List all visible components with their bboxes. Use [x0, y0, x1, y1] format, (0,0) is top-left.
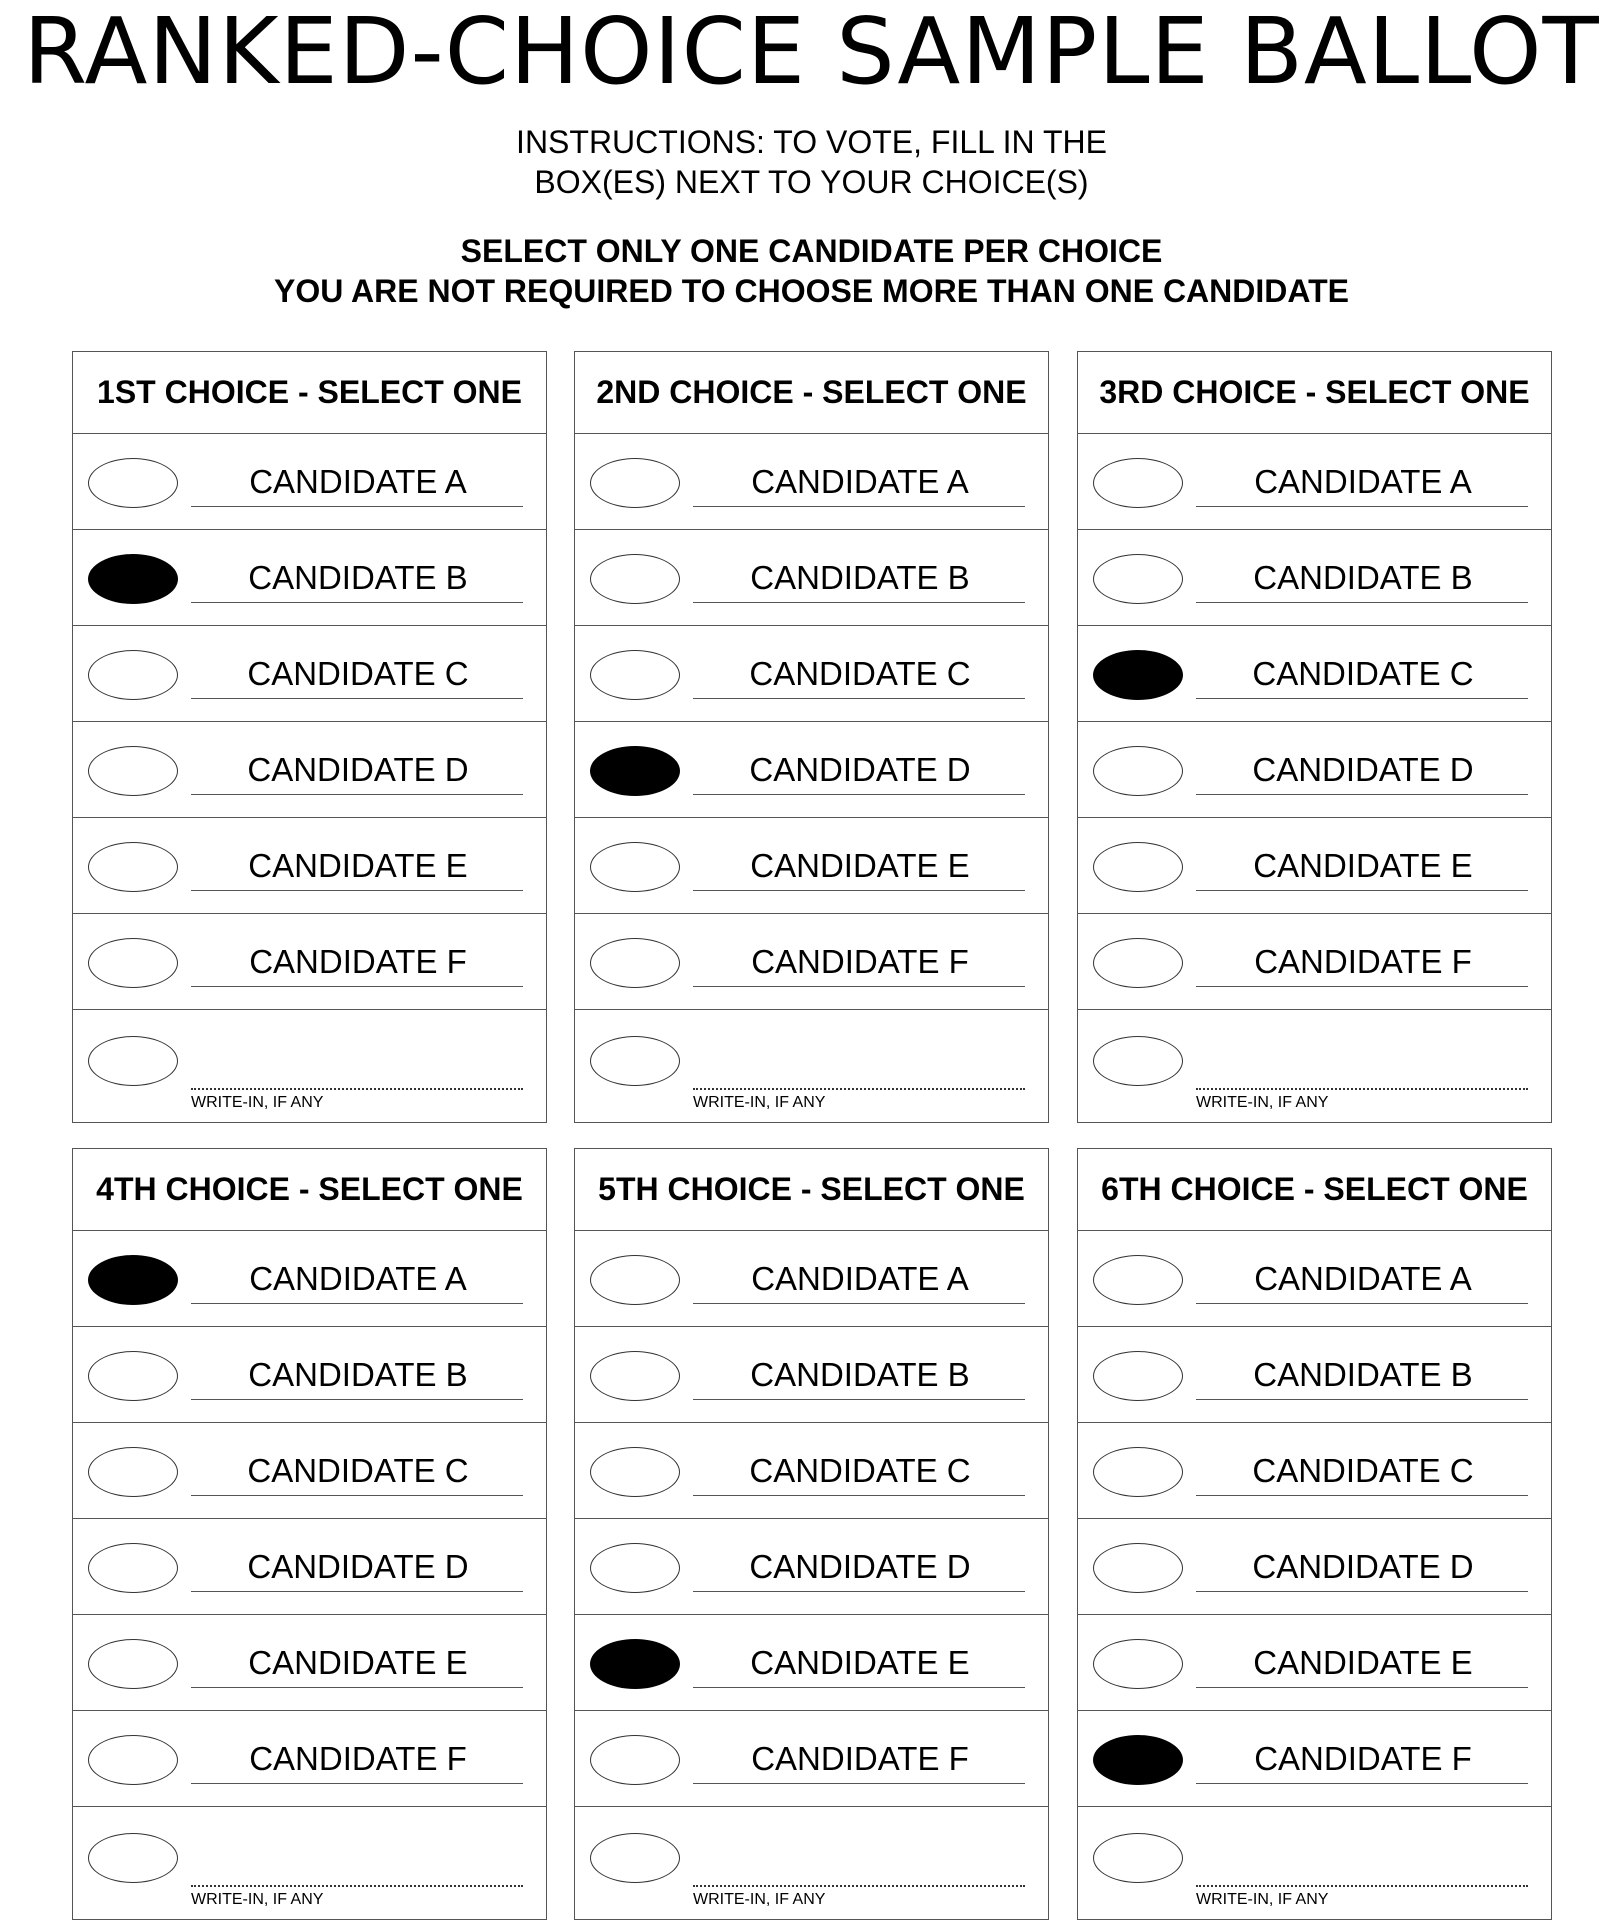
filled-oval[interactable] — [88, 1255, 178, 1305]
empty-oval[interactable] — [590, 1735, 680, 1785]
candidate-label: CANDIDATE A — [249, 1260, 467, 1297]
candidate-underline — [191, 1495, 523, 1496]
candidate-underline — [693, 890, 1025, 891]
candidate-row — [73, 1423, 546, 1519]
candidate-underline — [693, 1591, 1025, 1592]
candidate-row — [1078, 818, 1551, 914]
candidate-row — [1078, 1519, 1551, 1615]
candidate-underline — [693, 1399, 1025, 1400]
candidate-underline — [191, 1687, 523, 1688]
candidate-label: CANDIDATE B — [750, 559, 970, 596]
candidate-row — [73, 1519, 546, 1615]
candidate-underline — [191, 1783, 523, 1784]
writein-oval[interactable] — [590, 1036, 680, 1086]
candidate-label: CANDIDATE D — [247, 751, 469, 788]
empty-oval[interactable] — [1093, 458, 1183, 508]
candidate-underline — [191, 890, 523, 891]
empty-oval[interactable] — [88, 938, 178, 988]
filled-oval[interactable] — [1093, 650, 1183, 700]
writein-field[interactable] — [1196, 1088, 1528, 1090]
filled-oval[interactable] — [1093, 1735, 1183, 1785]
filled-oval[interactable] — [590, 746, 680, 796]
candidate-row — [575, 434, 1048, 530]
candidate-underline — [693, 794, 1025, 795]
candidate-underline — [1196, 506, 1528, 507]
candidate-label: CANDIDATE F — [751, 1740, 969, 1777]
candidate-underline — [1196, 1687, 1528, 1688]
writein-caption: WRITE-IN, IF ANY — [693, 1094, 826, 1111]
candidate-underline — [191, 986, 523, 987]
empty-oval[interactable] — [1093, 746, 1183, 796]
empty-oval[interactable] — [590, 1543, 680, 1593]
choice-panel-3 — [1077, 351, 1552, 1123]
writein-oval[interactable] — [1093, 1036, 1183, 1086]
writein-caption: WRITE-IN, IF ANY — [1196, 1094, 1329, 1111]
filled-oval[interactable] — [88, 554, 178, 604]
candidate-underline — [1196, 698, 1528, 699]
choice-header: 5TH CHOICE - SELECT ONE — [575, 1149, 1048, 1231]
writein-field[interactable] — [191, 1088, 523, 1090]
candidate-label: CANDIDATE F — [751, 943, 969, 980]
writein-oval[interactable] — [88, 1036, 178, 1086]
candidate-row — [73, 722, 546, 818]
candidate-label: CANDIDATE E — [248, 1644, 468, 1681]
writein-row — [1078, 1010, 1551, 1122]
candidate-row — [73, 1327, 546, 1423]
candidate-label: CANDIDATE D — [749, 751, 971, 788]
candidate-label: CANDIDATE E — [750, 1644, 970, 1681]
candidate-label: CANDIDATE E — [1253, 847, 1473, 884]
candidate-underline — [693, 986, 1025, 987]
empty-oval[interactable] — [1093, 554, 1183, 604]
candidate-row — [1078, 1615, 1551, 1711]
candidate-underline — [191, 1591, 523, 1592]
candidate-underline — [693, 506, 1025, 507]
candidate-label: CANDIDATE A — [751, 463, 969, 500]
candidate-underline — [191, 698, 523, 699]
candidate-row — [575, 1711, 1048, 1807]
candidate-row — [575, 1423, 1048, 1519]
writein-caption: WRITE-IN, IF ANY — [693, 1891, 826, 1908]
candidate-underline — [1196, 1303, 1528, 1304]
empty-oval[interactable] — [590, 938, 680, 988]
choice-panel-4 — [72, 1148, 547, 1920]
empty-oval[interactable] — [590, 1255, 680, 1305]
empty-oval[interactable] — [88, 1543, 178, 1593]
candidate-label: CANDIDATE B — [1253, 1356, 1473, 1393]
candidate-underline — [693, 1783, 1025, 1784]
rules-line-2: YOU ARE NOT REQUIRED TO CHOOSE MORE THAN ONE CANDIDATE — [273, 273, 1349, 309]
choice-panel-2 — [574, 351, 1049, 1123]
candidate-label: CANDIDATE C — [749, 655, 971, 692]
candidate-underline — [693, 698, 1025, 699]
writein-field[interactable] — [1196, 1885, 1528, 1887]
rules-line-1: SELECT ONLY ONE CANDIDATE PER CHOICE — [460, 233, 1163, 269]
candidate-row — [1078, 722, 1551, 818]
empty-oval[interactable] — [1093, 1351, 1183, 1401]
candidate-label: CANDIDATE A — [751, 1260, 969, 1297]
empty-oval[interactable] — [88, 650, 178, 700]
instructions-line-1: INSTRUCTIONS: TO VOTE, FILL IN THE — [516, 124, 1107, 160]
candidate-row — [1078, 1711, 1551, 1807]
instructions-line-2: BOX(ES) NEXT TO YOUR CHOICE(S) — [534, 164, 1089, 200]
candidate-row — [575, 530, 1048, 626]
empty-oval[interactable] — [1093, 938, 1183, 988]
choice-header: 2ND CHOICE - SELECT ONE — [575, 352, 1048, 434]
candidate-label: CANDIDATE D — [247, 1548, 469, 1585]
candidate-row — [1078, 1231, 1551, 1327]
candidate-row — [73, 1615, 546, 1711]
candidate-underline — [1196, 1495, 1528, 1496]
candidate-row — [73, 434, 546, 530]
candidate-row — [575, 818, 1048, 914]
candidate-label: CANDIDATE B — [248, 559, 468, 596]
writein-row — [1078, 1807, 1551, 1919]
candidate-label: CANDIDATE A — [1254, 1260, 1472, 1297]
candidate-underline — [191, 1399, 523, 1400]
empty-oval[interactable] — [590, 1447, 680, 1497]
candidate-label: CANDIDATE E — [750, 847, 970, 884]
empty-oval[interactable] — [590, 1351, 680, 1401]
candidate-row — [575, 722, 1048, 818]
candidate-label: CANDIDATE B — [1253, 559, 1473, 596]
candidate-row — [575, 914, 1048, 1010]
candidate-row — [575, 1327, 1048, 1423]
candidate-underline — [1196, 602, 1528, 603]
empty-oval[interactable] — [590, 458, 680, 508]
empty-oval[interactable] — [88, 1447, 178, 1497]
empty-oval[interactable] — [1093, 842, 1183, 892]
choice-header: 6TH CHOICE - SELECT ONE — [1078, 1149, 1551, 1231]
candidate-row — [575, 1231, 1048, 1327]
candidate-row — [1078, 530, 1551, 626]
choice-panel-6 — [1077, 1148, 1552, 1920]
ballot-title: RANKED-CHOICE SAMPLE BALLOT — [23, 0, 1600, 105]
candidate-row — [1078, 914, 1551, 1010]
empty-oval[interactable] — [88, 458, 178, 508]
writein-row — [73, 1010, 546, 1122]
choice-header: 3RD CHOICE - SELECT ONE — [1078, 352, 1551, 434]
writein-field[interactable] — [693, 1885, 1025, 1887]
candidate-label: CANDIDATE C — [1252, 1452, 1474, 1489]
candidate-underline — [191, 602, 523, 603]
writein-row — [73, 1807, 546, 1919]
candidate-label: CANDIDATE F — [249, 943, 467, 980]
empty-oval[interactable] — [88, 842, 178, 892]
candidate-row — [73, 530, 546, 626]
candidate-row — [73, 818, 546, 914]
choice-panel-5 — [574, 1148, 1049, 1920]
rules — [0, 231, 1623, 311]
candidate-label: CANDIDATE B — [750, 1356, 970, 1393]
candidate-underline — [191, 1303, 523, 1304]
candidate-row — [1078, 626, 1551, 722]
candidate-row — [73, 914, 546, 1010]
candidate-label: CANDIDATE F — [249, 1740, 467, 1777]
empty-oval[interactable] — [590, 554, 680, 604]
candidate-underline — [1196, 1783, 1528, 1784]
candidate-row — [73, 626, 546, 722]
candidate-label: CANDIDATE C — [247, 655, 469, 692]
candidate-label: CANDIDATE A — [1254, 463, 1472, 500]
candidate-label: CANDIDATE A — [249, 463, 467, 500]
candidate-label: CANDIDATE D — [749, 1548, 971, 1585]
candidate-label: CANDIDATE C — [247, 1452, 469, 1489]
candidate-label: CANDIDATE C — [749, 1452, 971, 1489]
choice-panel-1 — [72, 351, 547, 1123]
empty-oval[interactable] — [1093, 1255, 1183, 1305]
candidate-row — [575, 1519, 1048, 1615]
writein-caption: WRITE-IN, IF ANY — [191, 1891, 324, 1908]
writein-field[interactable] — [191, 1885, 523, 1887]
candidate-underline — [1196, 1591, 1528, 1592]
writein-oval[interactable] — [1093, 1833, 1183, 1883]
empty-oval[interactable] — [1093, 1543, 1183, 1593]
candidate-row — [575, 1615, 1048, 1711]
empty-oval[interactable] — [1093, 1639, 1183, 1689]
writein-caption: WRITE-IN, IF ANY — [191, 1094, 324, 1111]
candidate-label: CANDIDATE B — [248, 1356, 468, 1393]
candidate-row — [1078, 1423, 1551, 1519]
writein-oval[interactable] — [590, 1833, 680, 1883]
candidate-underline — [693, 602, 1025, 603]
writein-row — [575, 1010, 1048, 1122]
candidate-row — [73, 1231, 546, 1327]
candidate-label: CANDIDATE C — [1252, 655, 1474, 692]
candidate-label: CANDIDATE E — [248, 847, 468, 884]
writein-field[interactable] — [693, 1088, 1025, 1090]
empty-oval[interactable] — [88, 746, 178, 796]
choice-header: 1ST CHOICE - SELECT ONE — [73, 352, 546, 434]
writein-oval[interactable] — [88, 1833, 178, 1883]
candidate-label: CANDIDATE D — [1252, 751, 1474, 788]
candidate-underline — [1196, 890, 1528, 891]
candidate-underline — [1196, 1399, 1528, 1400]
writein-row — [575, 1807, 1048, 1919]
empty-oval[interactable] — [590, 842, 680, 892]
candidate-underline — [191, 794, 523, 795]
candidate-row — [575, 626, 1048, 722]
candidate-label: CANDIDATE D — [1252, 1548, 1474, 1585]
candidate-label: CANDIDATE E — [1253, 1644, 1473, 1681]
candidate-underline — [1196, 986, 1528, 987]
empty-oval[interactable] — [1093, 1447, 1183, 1497]
instructions — [0, 122, 1623, 202]
candidate-underline — [1196, 794, 1528, 795]
candidate-underline — [693, 1495, 1025, 1496]
empty-oval[interactable] — [88, 1735, 178, 1785]
writein-caption: WRITE-IN, IF ANY — [1196, 1891, 1329, 1908]
candidate-row — [73, 1711, 546, 1807]
empty-oval[interactable] — [88, 1639, 178, 1689]
filled-oval[interactable] — [590, 1639, 680, 1689]
candidate-row — [1078, 1327, 1551, 1423]
candidate-label: CANDIDATE F — [1254, 943, 1472, 980]
candidate-underline — [693, 1303, 1025, 1304]
candidate-underline — [693, 1687, 1025, 1688]
empty-oval[interactable] — [590, 650, 680, 700]
empty-oval[interactable] — [88, 1351, 178, 1401]
candidate-underline — [191, 506, 523, 507]
candidate-row — [1078, 434, 1551, 530]
candidate-label: CANDIDATE F — [1254, 1740, 1472, 1777]
choice-header: 4TH CHOICE - SELECT ONE — [73, 1149, 546, 1231]
